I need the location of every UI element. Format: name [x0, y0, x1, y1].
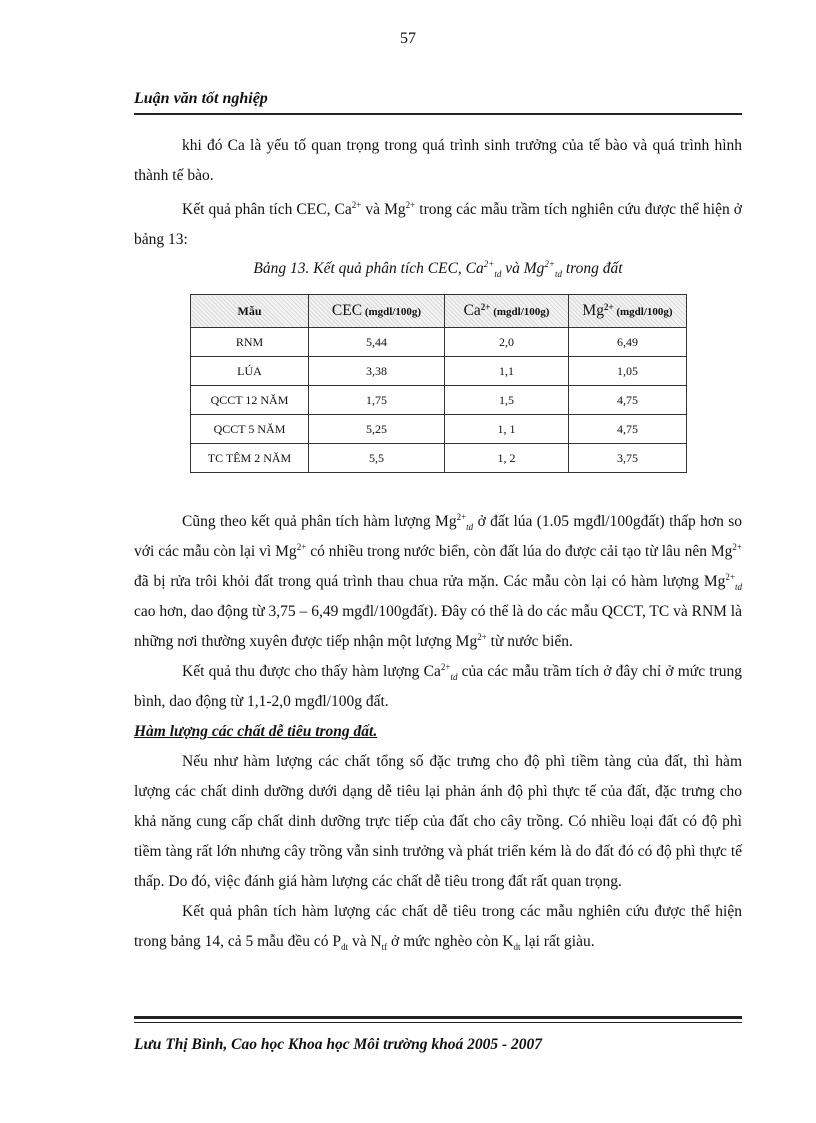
table-cell: QCCT 5 NĂM [191, 415, 309, 444]
table-cell: 1,1 [445, 357, 569, 386]
table-cell: 3,38 [309, 357, 445, 386]
section-heading: Hàm lượng các chất dễ tiêu trong đất. [134, 723, 378, 740]
table-header-cell: $Ca^{2+}$ (mgdl/100g) [445, 295, 569, 328]
table-cell: 1, 2 [445, 444, 569, 473]
table-cell: 1,05 [569, 357, 687, 386]
table-row [191, 386, 687, 415]
table-cell: 3,75 [569, 444, 687, 473]
running-head: Luận văn tốt nghiệp [134, 90, 268, 107]
paragraph: Kết quả phân tích hàm lượng các chất dễ tiêu trong các mẫu nghiên cứu được thể hiện trong bảng 14, cả 5 mẫu đều có $P_{dt}$ và $N_{tf}$ ở mức nghèo còn $K_{dt}$ lại rất giàu. [134, 903, 742, 953]
footer-rule-thin [134, 1022, 742, 1023]
table-cell: 5,44 [309, 328, 445, 357]
paragraph: khi đó Ca là yếu tố quan trọng trong quá trình sinh trưởng của tế bào và quá trình hình thành tế bào. [134, 137, 742, 184]
header-rule [134, 113, 742, 115]
table-row [191, 444, 687, 473]
table-cell: 4,75 [569, 415, 687, 444]
table-cell: TC TÊM 2 NĂM [191, 444, 309, 473]
table-row [191, 328, 687, 357]
table-cell: RNM [191, 328, 309, 357]
results-table [190, 294, 687, 473]
upper-body [134, 131, 742, 255]
paragraph: Kết quả thu được cho thấy hàm lượng $Ca^{2+}_{td}$ của các mẫu trầm tích ở đây chỉ ở mức trung bình, dao động từ 1,1-2,0 mgđl/100g đất. [134, 661, 743, 710]
table-row [191, 357, 687, 386]
table-cell: 5,25 [309, 415, 445, 444]
table-cell: 2,0 [445, 328, 569, 357]
table-cell: 6,49 [569, 328, 687, 357]
table-header-cell: CEC (mgdl/100g) [309, 295, 445, 328]
paragraph: Nếu như hàm lượng các chất tổng số đặc trưng cho độ phì tiềm tàng của đất, thì hàm lượng các chất dinh dưỡng dưới dạng dễ tiêu lại phản ánh độ phì thực tế của đất, đặc trưng cho khả năng cung cấp chất dinh dưỡng trực tiếp của đất cho cây trồng. Có nhiều loại đất có độ phì tiềm tàng rất lớn nhưng cây trồng vẫn sinh trưởng và phát triển kém là do đất đó có độ phì thực tế thấp. Do đó, việc đánh giá hàm lượng các chất dễ tiêu trong đất rất quan trọng. [134, 753, 742, 890]
table-cell: 5,5 [309, 444, 445, 473]
table-cell: 1,75 [309, 386, 445, 415]
table-cell: 1,5 [445, 386, 569, 415]
table-row [191, 415, 687, 444]
table-cell: 4,75 [569, 386, 687, 415]
table-cell: 1, 1 [445, 415, 569, 444]
footer-text: Lưu Thị Bình, Cao học Khoa học Môi trường khoá 2005 - 2007 [134, 1036, 543, 1053]
table-header-row [191, 295, 687, 328]
table-cell: LÚA [191, 357, 309, 386]
table-cell: QCCT 12 NĂM [191, 386, 309, 415]
paragraph: Cũng theo kết quả phân tích hàm lượng $Mg^{2+}_{td}$ ở đất lúa (1.05 mgđl/100gđất) thấp hơn so với các mẫu còn lại vì $Mg^{2+}$ có nhiều trong nước biển, còn đất lúa do được cải tạo từ lâu nên $Mg^{2+}$ đã bị rửa trôi khỏi đất trong quá trình thau chua rửa mặn. Các mẫu còn lại có hàm lượng $Mg^{2+}_{td}$ cao hơn, dao động từ 3,75 – 6,49 mgđl/100gđất). Đây có thể là do các mẫu QCCT, TC và RNM là những nơi thường xuyên được tiếp nhận một lượng $Mg^{2+}$ từ nước biển. [134, 511, 742, 650]
table-header-cell: $Mg^{2+}$ (mgdl/100g) [569, 295, 687, 328]
lower-body [134, 507, 742, 957]
footer-rule-thick [134, 1016, 742, 1019]
table-caption: Bảng 13. Kết quả phân tích CEC, $Ca^{2+}_{td}$ và $Mg^{2+}_{td}$ trong đất [253, 258, 623, 280]
paragraph: Kết quả phân tích CEC, $Ca^{2+}$ và $Mg^{2+}$ trong các mẫu trầm tích nghiên cứu được thể hiện ở bảng 13: [134, 199, 742, 248]
page-number: 57 [400, 30, 416, 47]
table-header-cell: Mẫu [191, 295, 309, 328]
